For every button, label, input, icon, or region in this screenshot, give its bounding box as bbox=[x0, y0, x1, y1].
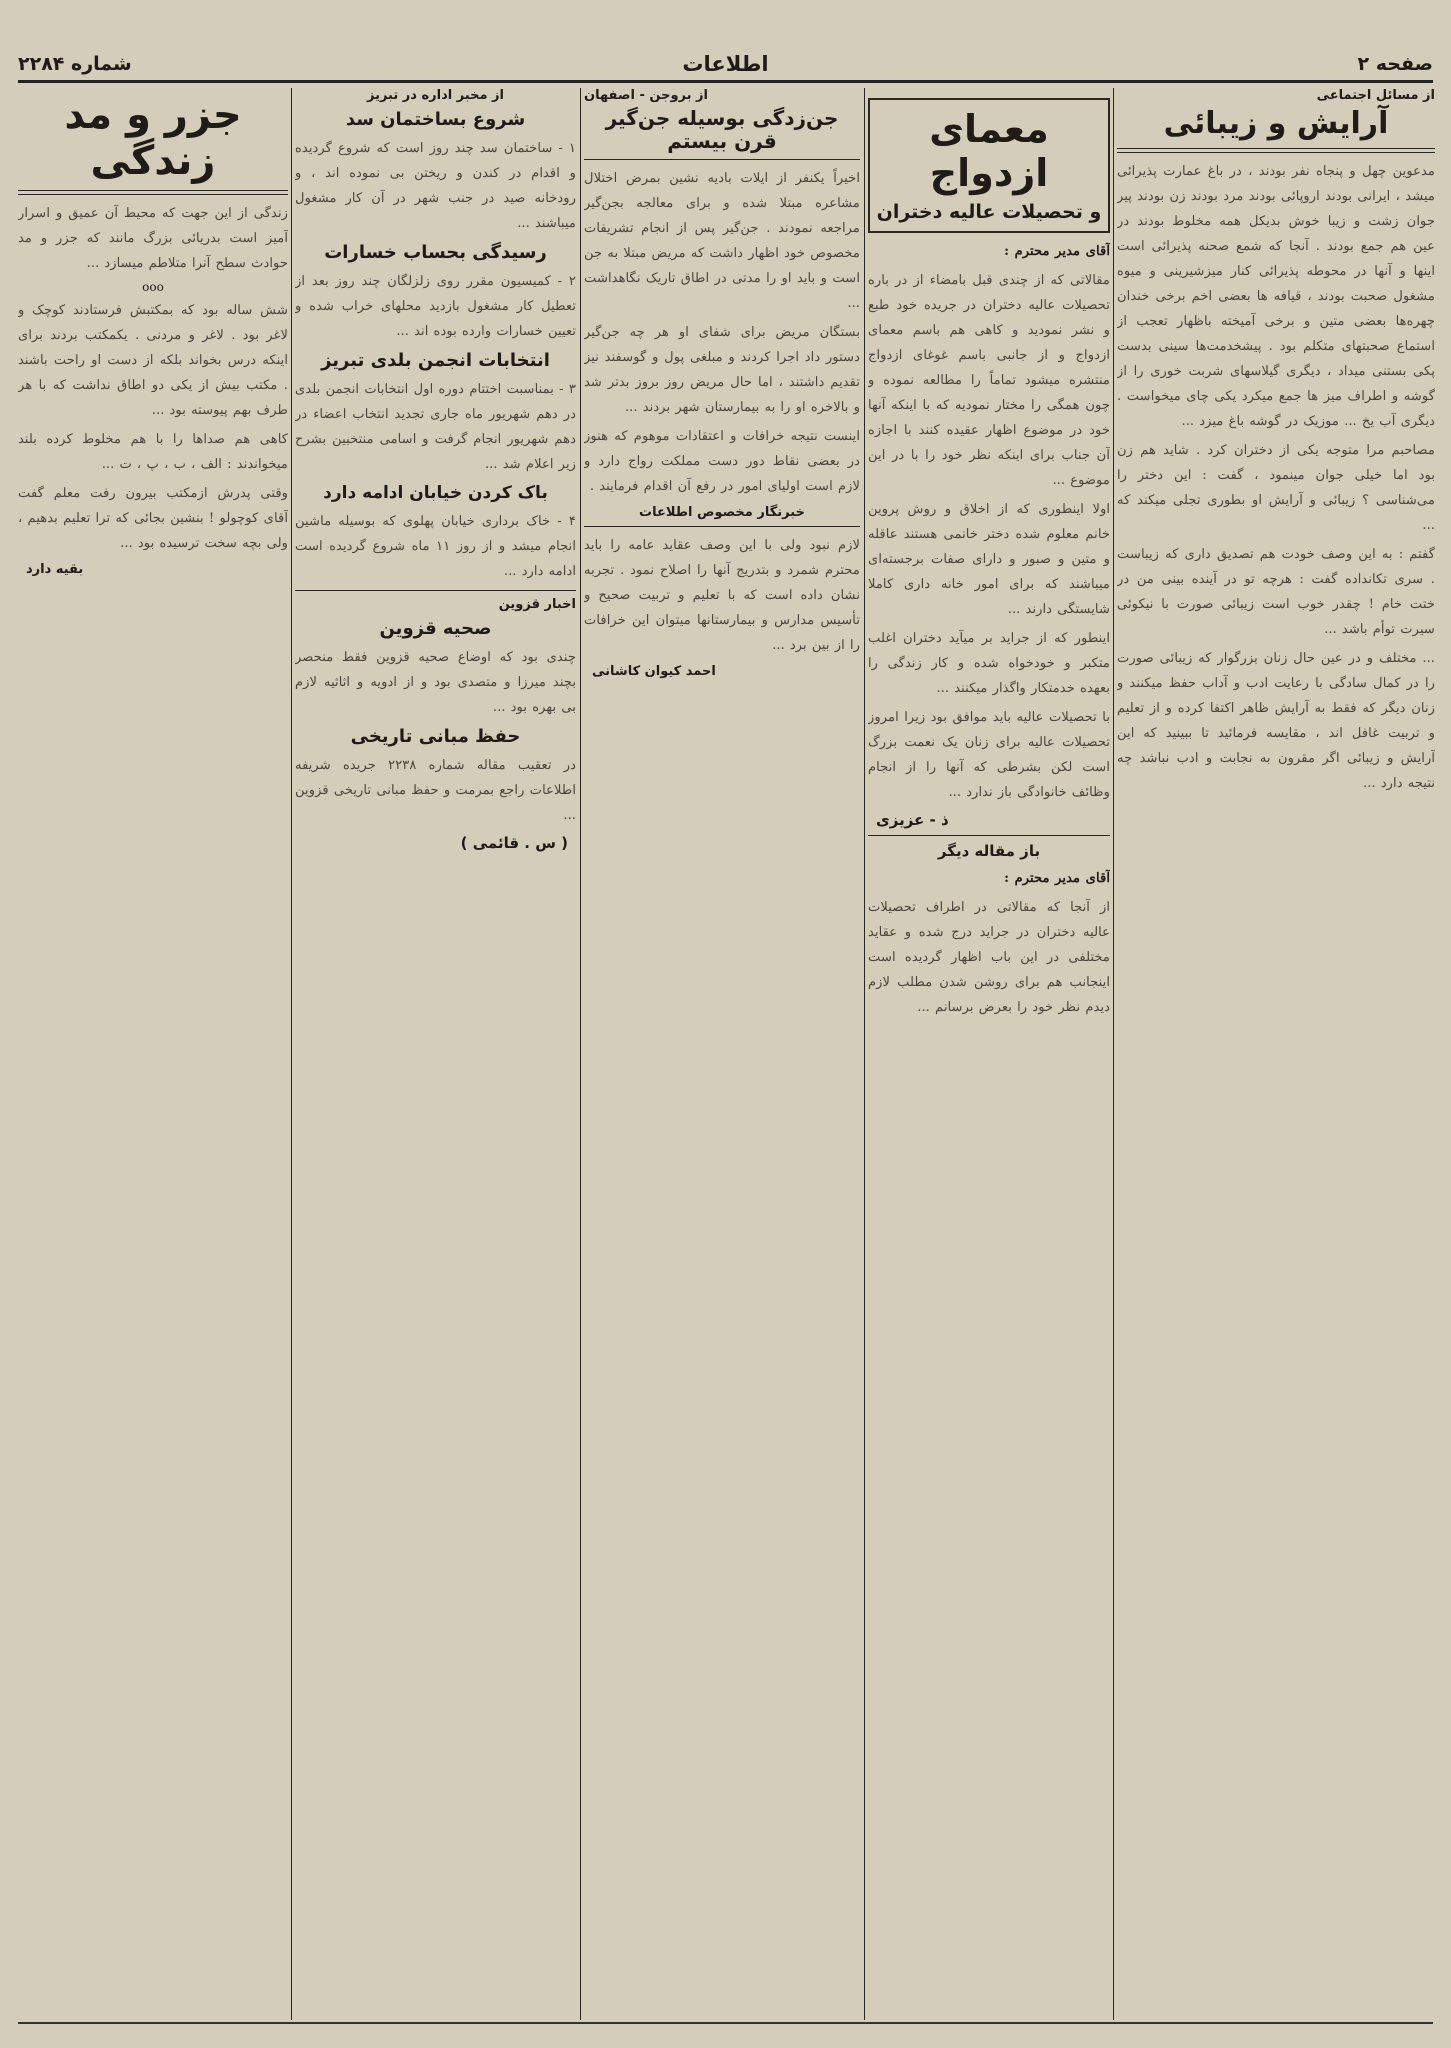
footer-rule bbox=[18, 2022, 1433, 2024]
issue-number: شماره ۲۲۸۴ bbox=[18, 53, 132, 75]
ornament: ooo bbox=[142, 280, 164, 294]
article-subtitle: و تحصیلات عالیه دختران bbox=[876, 201, 1102, 224]
byline: خبرنگار مخصوص اطلاعات bbox=[639, 505, 805, 520]
divider bbox=[295, 590, 576, 591]
article-body: از آنجا که مقالاتی در اطراف تحصیلات عالیه دختران در جراید درج شده و عقاید مختلفی در این باب اظهار گردیده است اینجانب هم برای روشن شدن مطلب لازم دیدم نظر خود را بعرض برسانم ... bbox=[868, 900, 1110, 1016]
article-body: اینطور که از جراید بر میآید دختران اغلب متکبر و خودخواه شده و کار زندگی را بعهده خدمتکار واگذار میکنند ... bbox=[868, 631, 1110, 697]
column-divider bbox=[291, 88, 292, 2020]
section-kicker: از مخبر اداره در تبریز bbox=[367, 88, 504, 103]
article-body: با تحصیلات عالیه باید موافق بود زیرا امروز تحصیلات عالیه برای زنان یک نعمت بزرگ است لکن بشرطی که آنها را از انجام وظائف خانوادگی باز ندارد ... bbox=[868, 710, 1110, 801]
news-title: حفظ مبانی تاریخی bbox=[350, 726, 521, 747]
column-marriage-puzzle bbox=[868, 88, 1110, 2016]
news-body: ۳ - بمناسبت اختتام دوره اول انتخابات انجمن بلدی در دهم شهریور ماه جاری تجدید انتخاب اعضاء در دهم شهریور انجام گرفت و اسامی منتخبین بشرح زیر اعلام شد ... bbox=[295, 382, 576, 472]
divider bbox=[1117, 148, 1435, 153]
news-body: چندی بود که اوضاع صحیه قزوین فقط منحصر بچند میرزا و متصدی بود و از ادویه و اثاثیه لازم بی بهره بود ... bbox=[295, 650, 576, 715]
column-divider bbox=[580, 88, 581, 2020]
article-body: مقالاتی که از چندی قبل بامضاء از در باره تحصیلات عالیه دختران در جریده خود طبع و نشر نمودید و کاهی هم باسم معمای ازدواج و از جانبی باسم غوغای ازدواج منتشره میشود تماماً را مطالعه نموده و چون همگی را مختار نمودیه که با اینکه آنها خود در موضوع اظهار عقیده کنند با اجازه آن جناب برای اینکه نظر خود را با در این موضوع ... bbox=[868, 273, 1110, 489]
news-title: باک کردن خیابان ادامه دارد bbox=[323, 483, 548, 503]
author-signature: ذ - عزیزی bbox=[876, 811, 949, 830]
column-tabriz-news bbox=[295, 88, 576, 2016]
headline-box bbox=[868, 98, 1110, 233]
news-body: ۲ - کمیسیون مقرر روی زلزلگان چند روز بعد از تعطیل کار مشغول بازدید محلهای خراب شده و تعیین خسارات وارده بوده اند ... bbox=[295, 274, 576, 339]
column-ebb-flow bbox=[18, 88, 288, 2016]
author-signature: ( س . قائمی ) bbox=[460, 834, 568, 852]
section-kicker: از مسائل اجتماعی bbox=[1316, 88, 1435, 103]
article-body: اولا اینطوری که از اخلاق و روش پروین خانم معلوم شده دختر خانمی هستند عاقله و متین و صبور و دارای صفات برجسته‌ای میباشند که برای امور خانه داری کاملا شایستگی دارند ... bbox=[868, 502, 1110, 618]
article-title: معمای ازدواج bbox=[929, 107, 1049, 195]
article-title: جزر و مد زندگی bbox=[64, 92, 242, 184]
header-rule bbox=[18, 80, 1433, 83]
article-body: مصاحبم مرا متوجه یکی از دختران کرد . شاید هم زن بود اما خیلی جوان مینمود ، گفت : این دختر را می‌شناسی ؟ زیبائی و آرایش او بطوری تجلی میکند که ... bbox=[1117, 442, 1435, 533]
column-social-issues bbox=[1117, 88, 1435, 2016]
news-body: ۴ - خاک برداری خیابان پهلوی که بوسیله ماشین انجام میشد و از روز ۱۱ ماه شروع گردیده است ادامه دارد ... bbox=[295, 514, 576, 579]
article-body: بستگان مریض برای شفای او هر چه جن‌گیر دستور داد اجرا کردند و مبلغی پول و گوسفند نیز تقدیم داشتند ، اما حال مریض روز بروز بدتر شد و بالاخره او را به بیمارستان شهر بردند ... bbox=[584, 325, 860, 415]
column-jinn-story bbox=[584, 88, 860, 2016]
article-body: شش ساله بود که بمکتبش فرستادند کوچک و لاغر بود . لاغر و مردنی . یکمکتب بردند برای اینکه درس بخواند بلکه از دست او راحت باشند . مکتب بیش از یکی دو اطاق نداشت که با هر طرف بهم پیوسته بود ... bbox=[18, 303, 288, 418]
continued-note: بقیه دارد bbox=[26, 562, 84, 577]
news-title: صحیه قزوین bbox=[379, 618, 492, 639]
article-body: لازم نبود ولی با این وصف عقاید عامه را باید محترم شمرد و بتدریج آنها را اصلاح نمود . تجربه نشان داده است که با تعلیم و تربیت صحیح و تأسیس مدارس و بیمارستانها میتوان این خرافات را از بین برد ... bbox=[584, 538, 860, 653]
divider bbox=[18, 190, 288, 195]
article-body: اینست نتیجه خرافات و اعتقادات موهوم که هنوز در بعضی نقاط دور دست مملکت رواج دارد و لازم است اولیای امور در رفع آن اقدام فرمایند . bbox=[584, 429, 860, 494]
salutation: آقای مدیر محترم : bbox=[1004, 871, 1110, 887]
paper-name: اطلاعات bbox=[682, 52, 769, 76]
news-title: انتخابات انجمن بلدی تبریز bbox=[321, 350, 550, 371]
article-body: کاهی هم صداها را با هم مخلوط کرده بلند میخواندند : الف ، ب ، پ ، ت ... bbox=[18, 432, 288, 472]
column-divider bbox=[1113, 88, 1114, 2020]
author-signature: احمد کیوان کاشانی bbox=[592, 664, 716, 679]
news-body: ۱ - ساختمان سد چند روز است که شروع گردیده و اقدام در کندن و ریختن بی نموده اند ، و رودخانه صید در جنب شهر در آن کار مشغول میباشند ... bbox=[295, 141, 576, 231]
article-title: آرایش و زیبائی bbox=[1163, 106, 1389, 141]
dateline: از بروجن - اصفهان bbox=[584, 88, 708, 103]
news-title: شروع بساختمان سد bbox=[345, 109, 526, 130]
followup-title: باز مقاله دیگر bbox=[937, 842, 1041, 861]
page-number: صفحه ۲ bbox=[1357, 53, 1433, 75]
divider bbox=[868, 835, 1110, 836]
article-title: جن‌زدگی بوسیله جن‌گیر قرن بیستم bbox=[605, 106, 839, 153]
article-body: مدعوین چهل و پنجاه نفر بودند ، در باغ عمارت پذیرائی میشد ، ایرانی بودند اروپائی بودند مرد بودند زن بودند پیر جوان زشت و زیبا خوش بدیکل همه مخلوط بودند در عین هم جمع بودند . آنجا که شمع صحنه پذیرائی است اینها و آنها در محوطه پذیرائی کنار میزشیرینی و میوه مشغول صحبت بودند ، قیافه ها بعضی اخم برخی خندان چهره‌ها بعضی متین و برخی آمیخته باظهار تعجب از استماع صحبتهای متکلم بود . پیشخدمت‌ها سینی بدست پکی بستنی میداد ، دیگری گیلاسهای شربت خوری را از گوشه و اطراف میز ها جمع میکرد یکی چای میخواست . دیگری آب یخ ... موزیک در گوشه باغ میزد ... bbox=[1117, 163, 1435, 429]
article-body: گفتم : به این وصف خودت هم تصدیق داری که زیباست . سری تکانداده گفت : هرچه تو در آینده بینی من در ختت خام ! چقدر خوب است زیبائی صورت با نیکوئی سیرت توأم باشد ... bbox=[1117, 546, 1435, 637]
article-body: ... مختلف و در عین حال زنان بزرگوار که زیبائی صورت را در کمال سادگی با رعایت ادب و آداب حفظ میکنند و زنان دیگر که فقط به آرایش ظاهر اکتفا کرده و از تعلیم و تربیت غافل اند ، مقایسه فرمائید تا ببینید که این آرایش و زیبائی اگر مقرون به نجابت و ادب نباشد چه نتیجه دارد ... bbox=[1117, 650, 1435, 791]
article-body: اخیراً یکنفر از ایلات بادیه نشین بمرض اختلال مشاعره مبتلا شده و برای معالجه بجن‌گیر مراجعه نمودند . جن‌گیر پس از انجام تشریفات مخصوص خود اظهار داشت که مریض مبتلا به جن است و باید او را مدتی در اطاق تاریک نگاهداشت ... bbox=[584, 171, 860, 311]
page-header bbox=[18, 52, 1433, 76]
divider bbox=[584, 159, 860, 160]
article-body: زندگی از این جهت که محیط آن عمیق و اسرار آمیز است بدریائی بزرگ مانند که جزر و مد حوادث سطح آنرا متلاطم میسازد ... bbox=[18, 206, 288, 271]
salutation: آقای مدیر محترم : bbox=[1004, 244, 1110, 260]
news-title: رسیدگی بحساب خسارات bbox=[324, 242, 547, 263]
news-body: در تعقیب مقاله شماره ۲۲۳۸ جریده شریفه اطلاعات راجع بمرمت و حفظ مبانی تاریخی قزوین ... bbox=[295, 758, 576, 823]
divider bbox=[584, 526, 860, 527]
section-kicker: اخبار قزوین bbox=[498, 597, 576, 612]
article-body: وقتی پدرش ازمکتب بیرون رفت معلم گفت آقای کوچولو ! بنشین بجائی که ترا تعلیم بدهیم ، ولی بچه سخت ترسیده بود ... bbox=[18, 486, 288, 551]
column-divider bbox=[864, 88, 865, 2020]
